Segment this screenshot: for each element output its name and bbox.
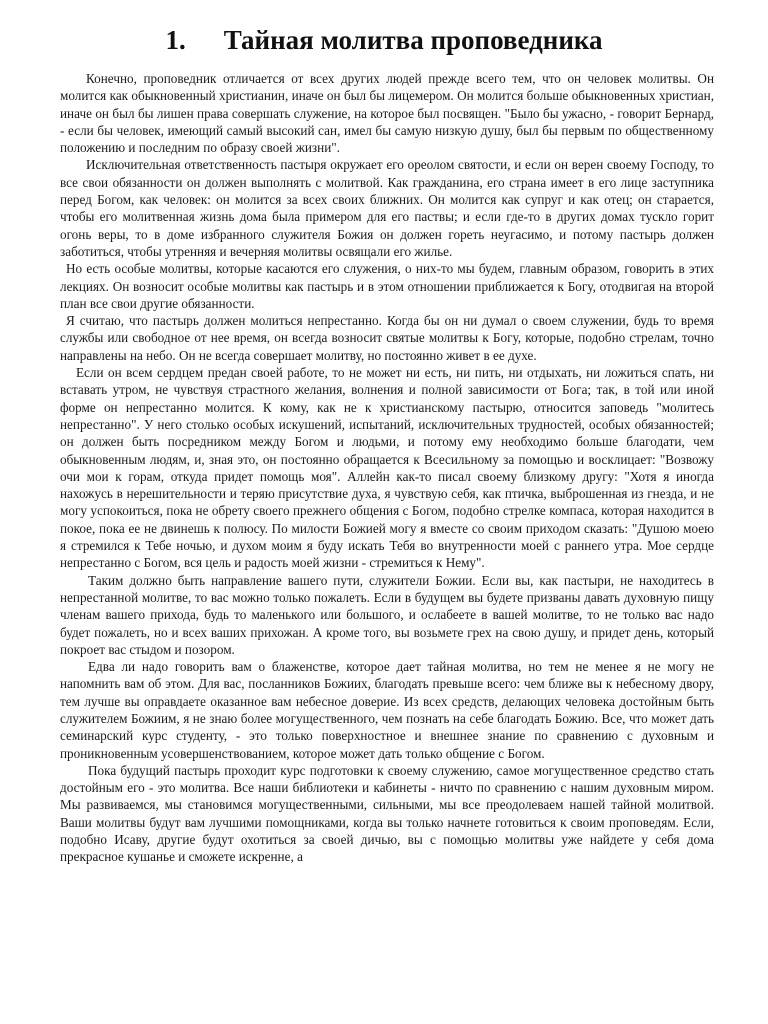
paragraph: Едва ли надо говорить вам о блаженстве, которое дает тайная молитва, но тем не менее я не могу не напомнить вам об этом. Для вас, посланников Божиих, благодать превыше всего: чем ближе вы к небесному двору, тем лучше вы оправдаете оказанное вам небесное доверие. Из всех средств, делающих человека достойным быть служителем Божиим, я не знаю более могущественного, чем познать на себе благодать Божию. Все, что может дать семинарский курс студенту, - это только поверхностное и внешнее знание по сравнению с духовным и проникновенным усовершенствованием, которое может дать только общение с Богом. [60, 659, 714, 761]
paragraph: Пока будущий пастырь проходит курс подготовки к своему служению, самое могущественное средство стать достойным его - это молитва. Все наши библиотеки и кабинеты - ничто по сравнению с нашим духовным миром. Мы развиваемся, мы становимся могущественными, сильными, мы все преодолеваем нашей тайной молитвой. Ваши молитвы будут вам лучшими помощниками, когда вы только начнете готовиться к своим проповедям. Если, подобно Исаву, другие будут охотиться за своей дичью, вы с помощью молитвы уже найдете у себя дома прекрасное кушанье и сможете искренне, а [60, 762, 714, 865]
paragraph: Но есть особые молитвы, которые касаются его служения, о них-то мы будем, главным образом, говорить в этих лекциях. Он возносит особые молитвы как пастырь и в этом отношении приближается к Богу, отодвигая на второй план все свои другие обязанности. [60, 261, 714, 311]
page-title [0, 24, 768, 56]
paragraph: Если он всем сердцем предан своей работе, то не может ни есть, ни пить, ни отдыхать, ни ложиться спать, ни вставать утром, не чувствуя страстного желания, волнения и полной зависимости от Бога; так, в той или иной форме он непрестанно молится. К кому, как не к христианскому пастырю, относится заповедь "молитесь непрестанно". У него столько особых искушений, испытаний, исключительных трудностей, особых обязанностей; он должен быть посредником между Богом и людьми, и потому ему необходимо больше благодати, чем обыкновенным людям, и, зная это, он постоянно обращается к Всесильному за помощью и восклицает: "Возвожу очи мои к горам, откуда придет помощь моя". Аллейн как-то писал своему близкому другу: "Хотя я иногда нахожусь в нерешительности и теряю присутствие духа, я чувствую себя, как птичка, выброшенная из гнезда, и не могу успокоиться, пока не обрету своего прежнего общения с Богом, подобно стрелке компаса, которая находится в покое, пока ее не двинешь к полюсу. По милости Божией могу я вместе со своим приходом сказать: "Душою моею я стремился к Тебе ночью, и духом моим я буду искать Тебя во внутренности моей с раннего утра. Мое сердце непрестанно с Богом, вся цель и радость моей жизни - стремиться к Нему". [60, 365, 714, 571]
paragraph: Таким должно быть направление вашего пути, служители Божии. Если вы, как пастыри, не находитесь в непрестанной молитве, то вас можно только пожалеть. Если в будущем вы будете призваны давать духовную пищу членам вашего прихода, будь то маленького или большого, и ослабеете в вашей молитве, то не только вас надо будет пожалеть, но и всех ваших прихожан. А кроме того, вы возьмете грех на свою душу, и придет день, который покроет вас стыдом и позором. [60, 572, 714, 657]
document-body [60, 70, 714, 866]
heading-text: Тайная молитва проповедника [223, 25, 603, 55]
heading-number: 1. [165, 25, 186, 55]
paragraph: Я считаю, что пастырь должен молиться непрестанно. Когда бы он ни думал о своем служении, будь то время службы или свободное от нее время, он всегда возносит святые молитвы к Богу, которые, подобно стрелам, точно направлены на небо. Он не всегда совершает молитву, но постоянно живет в ее духе. [60, 313, 714, 363]
paragraph: Исключительная ответственность пастыря окружает его ореолом святости, и если он верен своему Господу, то все свои обязанности он должен выполнять с молитвой. Как гражданина, его страна имеет в его лице заступника перед Богом, как человек: он молится за всех своих ближних. Он молится как супруг и как отец; он старается, чтобы его молитвенная жизнь дома была примером для его паствы; и если где-то в других домах тускло горит огонь веры, то в доме избранного служителя Божия он должен гореть неугасимо, и потому пастырь должен заботиться, чтобы утренняя и вечерняя молитвы освящали его жилье. [60, 157, 714, 259]
paragraph: Конечно, проповедник отличается от всех других людей прежде всего тем, что он человек молитвы. Он молится как обыкновенный христианин, иначе он был бы лицемером. Он молится больше обыкновенных христиан, иначе он был бы лишен права совершать служение, на которое был посвящен. "Было бы ужасно, - говорит Бернард, - если бы человек, имеющий самый высокий сан, имел бы самую низкую душу, был бы первым по общественному положению и последним по образу своей жизни". [60, 71, 714, 156]
